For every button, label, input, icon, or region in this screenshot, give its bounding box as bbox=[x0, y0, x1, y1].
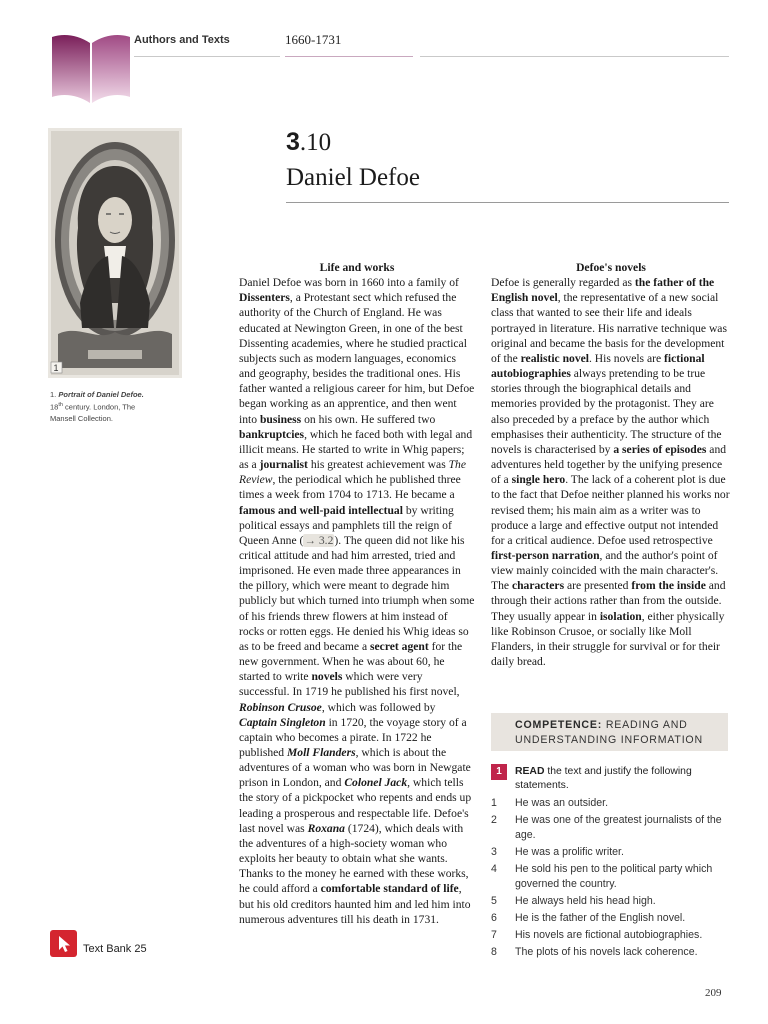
header-rule-left bbox=[134, 56, 280, 57]
life-and-works-section bbox=[239, 260, 475, 927]
chapter-rule bbox=[286, 202, 729, 203]
list-item: 8 The plots of his novels lack coherence. bbox=[491, 946, 698, 959]
life-heading: Life and works bbox=[319, 261, 395, 274]
statement-list bbox=[491, 796, 731, 962]
exercise-instruction: READ the text and justify the following statements. bbox=[515, 766, 692, 791]
defoes-novels-section bbox=[491, 260, 731, 669]
novels-heading: Defoe's novels bbox=[576, 261, 646, 274]
text-bank-icon[interactable] bbox=[50, 930, 77, 957]
portrait-corner-number: 1 bbox=[53, 363, 59, 373]
cursor-arrow-icon bbox=[50, 930, 77, 957]
list-item: 5 He always held his head high. bbox=[491, 895, 656, 908]
book-icon bbox=[50, 33, 132, 105]
portrait-image bbox=[48, 128, 182, 378]
header-rule-mid bbox=[285, 56, 413, 57]
list-item: 3 He was a prolific writer. bbox=[491, 846, 624, 859]
list-item: 1 He was an outsider. bbox=[491, 797, 609, 809]
life-paragraph: Daniel Defoe was born in 1660 into a family of Dissenters, a Protestant sect which refused the authority of the Church of England. He was educated at Newington Green, in one of the best Dissenting academies, where he studied practical subjects such as modern languages, economics and geography, besides the traditional ones. His father wanted a religious career for him, but Defoe began working as an apprentice, and then went into business on his own. He suffered two bankruptcies, which he faced both with legal and illicit means. He started to write in Whig papers; as a journalist his greatest achievement was The Review, the periodical which he published three times a week from 1704 to 1713. He became a famous and well-paid intellectual by writing political essays and pamphlets till the reign of Queen Anne (→ 3.2). The queen did not like his critical attitude and had him arrested, tried and imprisoned. He even made three appearances in the pillory, which were meant to degrade him publicly but which turned into triumph when some of his friends threw flowers at him instead of rocks or rotten eggs. He denied his Whig ideas so as to be freed and became a secret agent for the new government. When he was about 60, he started to write novels which were very successful. In 1719 he published his first novel, Robinson Crusoe, which was followed by Captain Singleton in 1720, the voyage story of a captain who becomes a pirate. In 1722 he published Moll Flanders, which is about the adventures of a woman who was born in Newgate prison in London, and Colonel Jack, which tells the story of a pickpocket who repents and ends up leading a prosperous and respectable life. Defoe's last novel was Roxana (1724), which deals with the adventures of a high-society woman who exploits her beauty to obtain what she wants. Thanks to the money he earned with these works, he could afford a comfortable standard of life, but his old creditors haunted him and led him into numerous adventures till his death in 1731. bbox=[239, 276, 475, 926]
chapter-number: 3.10 bbox=[286, 128, 332, 156]
header-years: 1660-1731 bbox=[285, 32, 342, 47]
cross-reference-link[interactable]: → 3.2 bbox=[304, 533, 334, 547]
header-rule-right bbox=[420, 56, 729, 57]
competence-title: COMPETENCE: READING AND UNDERSTANDING INFORMATION bbox=[515, 719, 703, 746]
text-bank-label[interactable]: Text Bank 25 bbox=[83, 943, 147, 955]
chapter-title: Daniel Defoe bbox=[286, 164, 420, 191]
list-item: 2 He was one of the greatest journalists of the age. bbox=[491, 813, 722, 842]
list-item: 7 His novels are fictional autobiographies. bbox=[491, 929, 703, 942]
list-item: 6 He is the father of the English novel. bbox=[491, 912, 686, 925]
portrait-caption: 1. Portrait of Daniel Defoe. 18th century. London, The Mansell Collection. bbox=[50, 390, 144, 423]
novels-paragraph: Defoe is generally regarded as the father of the English novel, the representative of a new social class that wanted to see their life and ideals portrayed in literature. His narrative technique was original and became the basis for the development of the realistic novel. His novels are fictional autobiographies always pretending to be true stories through the biographical details and memories provided by the protagonist. They are also preceded by a preface by the author which emphasises their authenticity. The structure of the novels is characterised by a series of episodes and adventures held together by the unifying presence of a single hero. The lack of a coherent plot is due to the fact that Defoe neither planned his works nor revised them; his main aim as a writer was to produce a large and effective output not intended for a critical audience. Defoe used retrospective first-person narration, and the author's point of view mainly coincided with the main character's. The characters are presented from the inside and through their actions rather than from the outside. They usually appear in isolation, either physically like Robinson Crusoe, or socially like Moll Flanders, in their struggle for survival or for their daily bread. bbox=[491, 276, 730, 669]
page-number: 209 bbox=[705, 987, 722, 999]
exercise-number-badge: 1 bbox=[491, 764, 507, 780]
list-item: 4 He sold his pen to the political party which governed the country. bbox=[491, 863, 713, 891]
header-section-label: Authors and Texts bbox=[134, 34, 230, 46]
